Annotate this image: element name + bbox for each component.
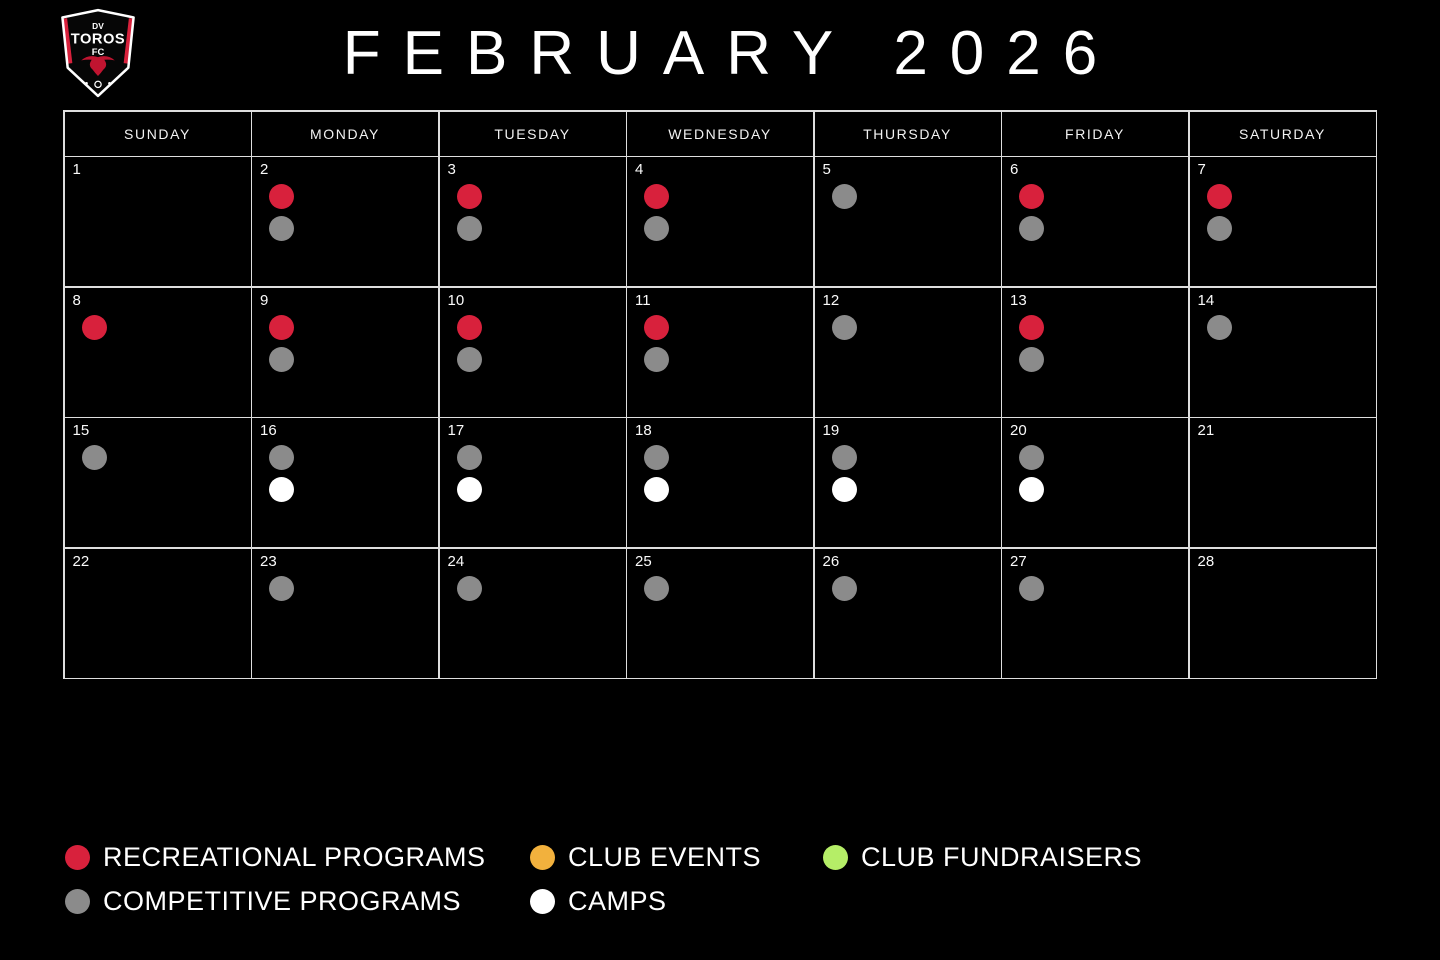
day-cell-3	[440, 157, 626, 286]
event-dot-competitive	[1019, 576, 1044, 601]
day-cell-8	[65, 288, 251, 417]
event-dot-competitive	[1019, 445, 1044, 470]
weekday-header-wednesday: WEDNESDAY	[627, 112, 813, 156]
day-cell-21	[1190, 418, 1376, 547]
day-number: 26	[822, 552, 840, 570]
event-dots	[832, 184, 1001, 209]
event-dots	[269, 576, 438, 601]
event-dot-competitive	[644, 576, 669, 601]
day-number: 16	[260, 422, 277, 439]
event-dot-competitive	[269, 445, 294, 470]
event-dot-recreational	[1019, 315, 1044, 340]
day-cell-16	[252, 418, 438, 547]
day-cell-1	[65, 157, 251, 286]
event-dot-camps	[269, 477, 294, 502]
day-number: 24	[447, 552, 465, 570]
legend-item-fundraisers	[823, 835, 1142, 879]
legend-item-recreational	[65, 835, 530, 879]
day-number: 12	[822, 291, 840, 309]
day-cell-23	[252, 549, 438, 678]
weekday-header-sunday: SUNDAY	[65, 112, 251, 156]
day-cell-26	[815, 549, 1001, 678]
legend-dot-events	[530, 845, 555, 870]
day-cell-6	[1002, 157, 1188, 286]
day-number: 8	[72, 291, 81, 309]
day-cell-7	[1190, 157, 1376, 286]
legend-dot-recreational	[65, 845, 90, 870]
day-number: 20	[1010, 422, 1027, 439]
event-dot-competitive	[644, 445, 669, 470]
day-number: 23	[260, 552, 277, 570]
event-dot-competitive	[832, 576, 857, 601]
legend-label: CLUB FUNDRAISERS	[861, 841, 1143, 872]
day-number: 19	[822, 422, 840, 439]
day-cell-5	[815, 157, 1001, 286]
legend-label: COMPETITIVE PROGRAMS	[103, 885, 462, 916]
day-cell-10	[440, 288, 626, 417]
calendar-grid	[65, 112, 1376, 678]
event-dot-camps	[1019, 477, 1044, 502]
day-cell-14	[1190, 288, 1376, 417]
event-dots	[457, 576, 626, 601]
event-dot-competitive	[269, 216, 294, 241]
event-dot-competitive	[457, 347, 482, 372]
event-dot-recreational	[269, 184, 294, 209]
event-dot-competitive	[644, 347, 669, 372]
weekday-header-tuesday: TUESDAY	[440, 112, 626, 156]
day-cell-17	[440, 418, 626, 547]
event-dot-camps	[832, 477, 857, 502]
day-cell-20	[1002, 418, 1188, 547]
day-cell-11	[627, 288, 813, 417]
day-cell-2	[252, 157, 438, 286]
day-number: 4	[635, 161, 644, 178]
day-cell-4	[627, 157, 813, 286]
day-number: 17	[447, 422, 465, 439]
weekday-header-thursday: THURSDAY	[815, 112, 1001, 156]
day-cell-18	[627, 418, 813, 547]
legend-label: CAMPS	[568, 885, 667, 916]
event-dot-competitive	[832, 315, 857, 340]
day-number: 18	[635, 422, 652, 439]
day-cell-12	[815, 288, 1001, 417]
event-dots	[644, 576, 813, 601]
event-dot-recreational	[1019, 184, 1044, 209]
day-number: 9	[260, 291, 269, 309]
day-number: 22	[72, 552, 90, 570]
event-dot-competitive	[1207, 216, 1232, 241]
event-dot-recreational	[457, 184, 482, 209]
day-cell-28	[1190, 549, 1376, 678]
day-number: 14	[1197, 291, 1215, 309]
day-number: 3	[447, 161, 456, 178]
event-dots	[1019, 576, 1188, 601]
event-dot-recreational	[457, 315, 482, 340]
event-dot-competitive	[1019, 347, 1044, 372]
event-dot-camps	[644, 477, 669, 502]
event-dots	[82, 445, 251, 470]
event-dot-recreational	[644, 315, 669, 340]
day-number: 28	[1197, 552, 1215, 570]
calendar	[63, 110, 1377, 679]
page-title: FEBRUARY 2026	[342, 18, 1120, 88]
legend-label: CLUB EVENTS	[568, 841, 762, 872]
event-dot-competitive	[1207, 315, 1232, 340]
event-dots	[269, 184, 438, 241]
event-dots	[644, 445, 813, 502]
weekday-header-monday: MONDAY	[252, 112, 438, 156]
event-dots	[1019, 315, 1188, 372]
day-cell-25	[627, 549, 813, 678]
event-dot-recreational	[644, 184, 669, 209]
legend-item-competitive	[65, 879, 530, 923]
event-dot-recreational	[269, 315, 294, 340]
event-dots	[269, 315, 438, 372]
legend-item-camps	[530, 879, 823, 923]
weekday-header-saturday: SATURDAY	[1190, 112, 1376, 156]
event-dots	[832, 576, 1001, 601]
day-number: 25	[635, 552, 652, 570]
day-number: 2	[260, 161, 269, 178]
event-dot-competitive	[457, 576, 482, 601]
event-dots	[1019, 445, 1188, 502]
logo-initials: DV	[92, 20, 104, 31]
event-dot-competitive	[1019, 216, 1044, 241]
legend	[65, 835, 1142, 923]
event-dot-recreational	[82, 315, 107, 340]
event-dot-competitive	[457, 216, 482, 241]
day-number: 10	[447, 291, 465, 309]
legend-dot-camps	[530, 889, 555, 914]
event-dots	[832, 445, 1001, 502]
day-number: 15	[72, 422, 90, 439]
event-dots	[269, 445, 438, 502]
logo-suffix: FC	[91, 46, 105, 58]
event-dot-competitive	[832, 184, 857, 209]
day-number: 21	[1197, 422, 1215, 439]
event-dots	[82, 315, 251, 340]
day-number: 7	[1197, 161, 1206, 178]
day-number: 1	[72, 161, 81, 178]
event-dots	[1207, 315, 1376, 340]
day-cell-22	[65, 549, 251, 678]
event-dot-competitive	[644, 216, 669, 241]
day-number: 6	[1010, 161, 1019, 178]
logo-name: TOROS	[70, 31, 126, 48]
event-dots	[457, 315, 626, 372]
event-dot-competitive	[832, 445, 857, 470]
day-number: 13	[1010, 291, 1027, 309]
event-dots	[1019, 184, 1188, 241]
day-cell-27	[1002, 549, 1188, 678]
event-dot-recreational	[1207, 184, 1232, 209]
day-cell-9	[252, 288, 438, 417]
weekday-header-friday: FRIDAY	[1002, 112, 1188, 156]
event-dots	[644, 184, 813, 241]
day-cell-19	[815, 418, 1001, 547]
event-dots	[644, 315, 813, 372]
legend-item-events	[530, 835, 823, 879]
event-dots	[1207, 184, 1376, 241]
day-number: 5	[822, 161, 831, 178]
day-number: 27	[1010, 552, 1027, 570]
legend-dot-competitive	[65, 889, 90, 914]
legend-label: RECREATIONAL PROGRAMS	[103, 841, 486, 872]
day-number: 11	[635, 291, 651, 309]
event-dots	[457, 184, 626, 241]
event-dot-competitive	[457, 445, 482, 470]
event-dot-camps	[457, 477, 482, 502]
event-dots	[832, 315, 1001, 340]
event-dots	[457, 445, 626, 502]
event-dot-competitive	[269, 576, 294, 601]
day-cell-15	[65, 418, 251, 547]
legend-dot-fundraisers	[823, 845, 848, 870]
day-cell-13	[1002, 288, 1188, 417]
event-dot-competitive	[82, 445, 107, 470]
day-cell-24	[440, 549, 626, 678]
event-dot-competitive	[269, 347, 294, 372]
